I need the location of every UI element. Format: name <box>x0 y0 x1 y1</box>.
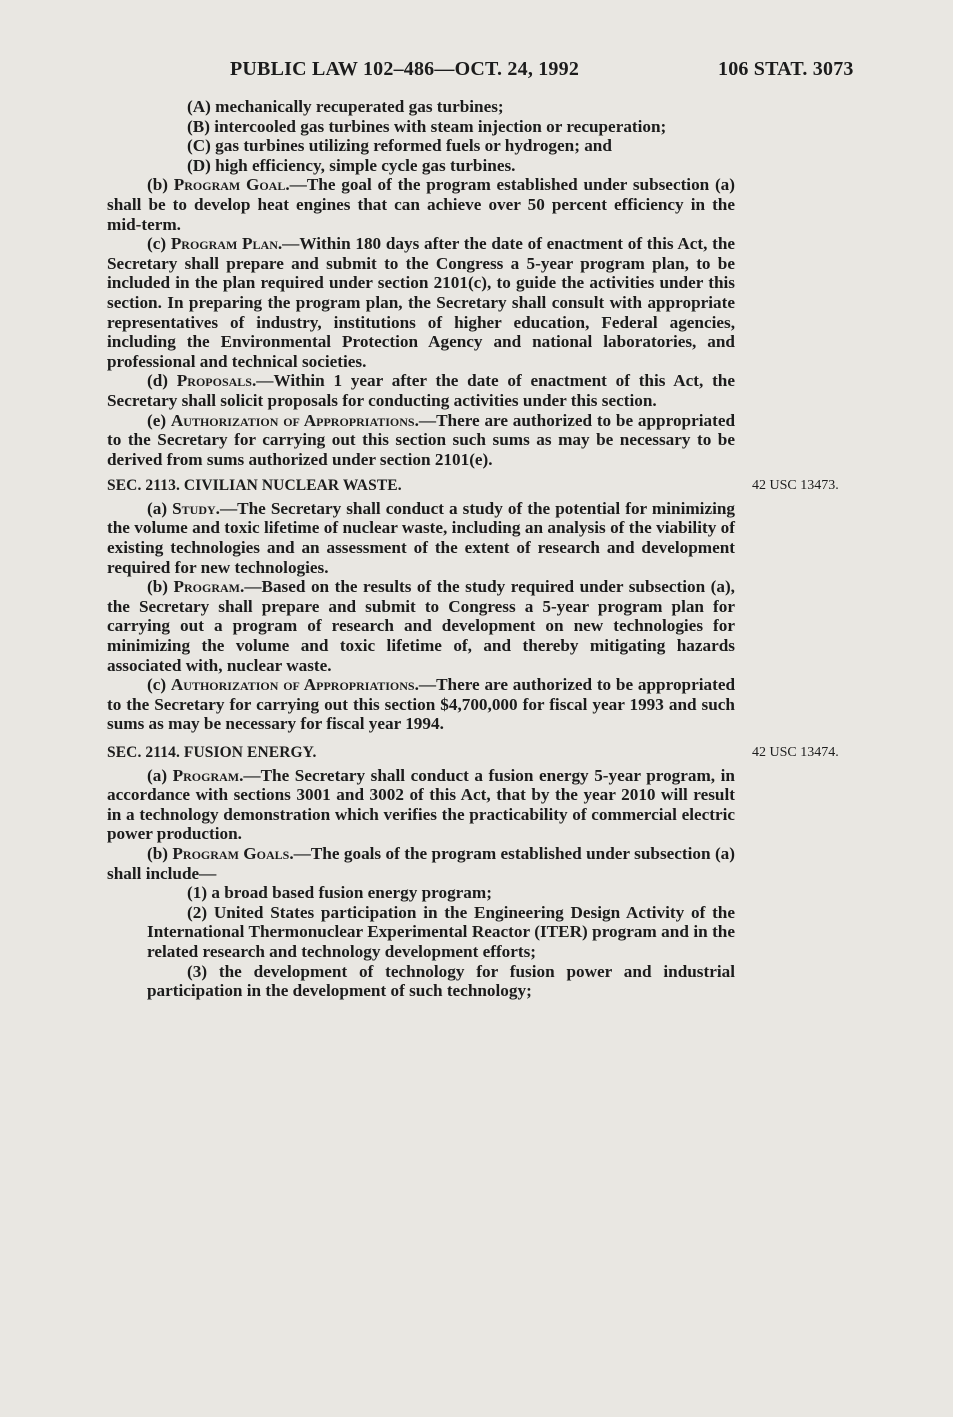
paragraph-heading: Program Plan. <box>170 234 283 254</box>
margin-citation: 42 USC 13474. <box>752 745 839 760</box>
paragraph-text: —The Secretary shall conduct a study of the potential for minimizing the volume and toxic lifetime of nuclear waste, including an analysis of the viability of existing technologies and an assessment of the extent of research and development required for new technologies. <box>107 498 735 577</box>
stat-page-number: 106 STAT. 3073 <box>718 58 854 80</box>
paragraph-label: (b) <box>147 843 173 863</box>
section-heading: SEC. 2114. FUSION ENERGY. <box>107 744 317 761</box>
list-item: (3) the development of technology for fusion power and industrial participation in the development of such technology; <box>147 961 735 1001</box>
margin-citation: 42 USC 13473. <box>752 478 839 494</box>
paragraph-program-goals <box>107 844 735 883</box>
paragraph-heading: Program Goals. <box>172 843 294 863</box>
paragraph-heading: Proposals. <box>176 371 257 391</box>
list-item: (A) mechanically recuperated gas turbines; <box>187 97 504 116</box>
list-item: (1) a broad based fusion energy program; <box>187 883 492 903</box>
paragraph-heading: Authorization of Appropriations. <box>170 675 419 695</box>
list-item: (B) intercooled gas turbines with steam injection or recuperation; <box>187 116 667 136</box>
section-heading-row <box>107 475 839 496</box>
paragraph-program-goal <box>107 175 735 234</box>
paragraph-label: (e) <box>147 410 171 430</box>
paragraph-study <box>107 499 735 577</box>
paragraph-authorization <box>107 675 735 734</box>
running-title: PUBLIC LAW 102–486—OCT. 24, 1992 <box>230 58 580 80</box>
paragraph-authorization <box>107 411 735 470</box>
paragraph-text: —The goals of the program established under subsection (a) shall include— <box>107 843 735 883</box>
paragraph-proposals <box>107 371 735 410</box>
paragraph-program <box>107 577 735 675</box>
paragraph-text: —There are authorized to be appropriated to the Secretary for carrying out this section such sums as may be necessary to be derived from sums authorized under section 2101(e). <box>107 410 736 469</box>
paragraph-label: (c) <box>147 675 171 695</box>
paragraph-text: —Within 180 days after the date of enactment of this Act, the Secretary shall prepare and submit to the Congress a 5-year program plan, to be included in the plan required under section 2101(c), to guide the activities under this section. In preparing the program plan, the Secretary shall consult with appropriate representatives of industry, institutions of higher education, Federal agencies, including the Environmental Protection Agency and national laboratories, and professional and technical societies. <box>107 234 736 371</box>
paragraph-label: (b) <box>147 577 174 597</box>
paragraph-text: —There are authorized to be appropriated to the Secretary for carrying out this section $4,700,000 for fiscal year 1993 and such sums as may be necessary for fiscal year 1994. <box>107 675 736 734</box>
paragraph-heading: Authorization of Appropriations. <box>170 410 419 430</box>
list-item: (2) United States participation in the Engineering Design Activity of the International Thermonuclear Experimental Reactor (ITER) program and in the related research and technology development efforts; <box>147 902 735 961</box>
paragraph-program-plan <box>107 234 735 371</box>
section-heading-row <box>107 742 839 763</box>
list-item: (D) high efficiency, simple cycle gas turbines. <box>187 155 516 175</box>
paragraph-text: —Within 1 year after the date of enactment of this Act, the Secretary shall solicit proposals for conducting activities under this section. <box>107 371 735 410</box>
paragraph-text: —The goal of the program established under subsection (a) shall be to develop heat engines that can achieve over 50 percent efficiency in the mid-term. <box>107 175 735 234</box>
paragraph-heading: Study. <box>172 498 220 518</box>
paragraph-heading: Program. <box>173 577 245 597</box>
paragraph-text: —The Secretary shall conduct a fusion energy 5-year program, in accordance with sections 3001 and 3002 of this Act, that by the year 2010 will result in a technology demonstration which verifies the practicability of commercial electric power production. <box>107 765 735 844</box>
paragraph-label: (a) <box>147 765 173 785</box>
paragraph-program <box>107 766 735 844</box>
paragraph-text: —Based on the results of the study required under subsection (a), the Secretary shall prepare and submit to Congress a 5-year program plan for carrying out a program of research and development on new technologies for minimizing the volume and toxic lifetime of, and thereby mitigating hazards associated with, nuclear waste. <box>107 577 735 675</box>
paragraph-label: (d) <box>147 371 177 391</box>
document-body <box>107 97 839 1001</box>
list-item: (C) gas turbines utilizing reformed fuels or hydrogen; and <box>187 136 612 156</box>
section-heading: SEC. 2113. CIVILIAN NUCLEAR WASTE. <box>107 477 402 495</box>
paragraph-label: (c) <box>147 234 171 254</box>
paragraph-label: (a) <box>147 498 173 518</box>
paragraph-heading: Program Goal. <box>173 175 290 195</box>
paragraph-heading: Program. <box>172 765 244 785</box>
page-header <box>0 58 953 88</box>
paragraph-label: (b) <box>147 175 174 195</box>
